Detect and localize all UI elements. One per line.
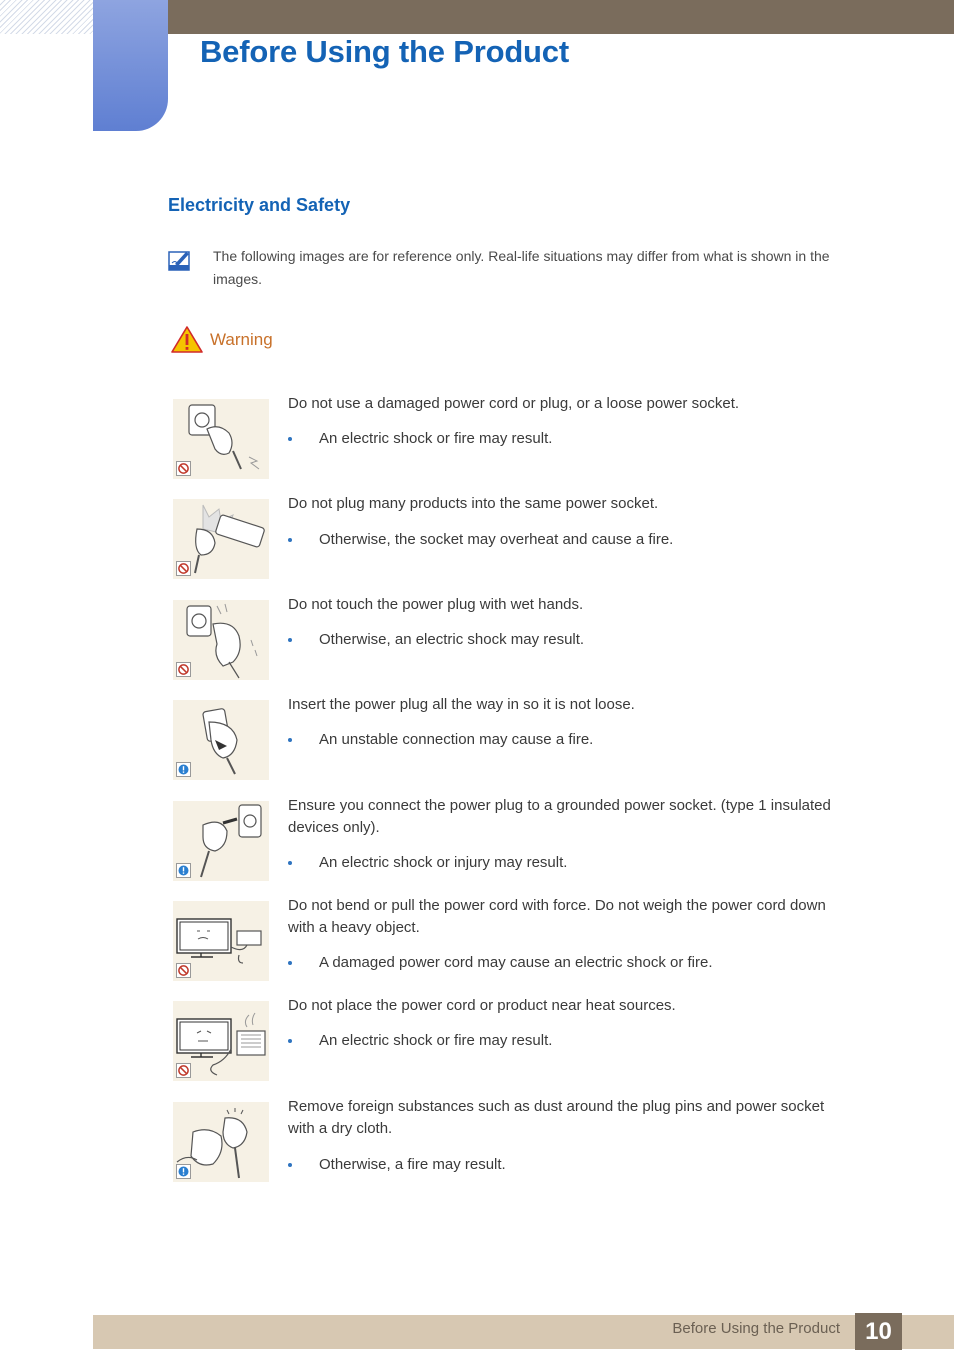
illustration-cleaning-plug — [173, 1102, 269, 1182]
prohibited-icon — [176, 461, 191, 476]
bullet-dot — [288, 738, 292, 742]
warning-triangle-icon — [171, 326, 203, 353]
item-bullet-text: An electric shock or injury may result. — [319, 854, 568, 871]
item-main-text: Remove foreign substances such as dust around the plug pins and power socket with a dry cloth. — [288, 1098, 825, 1137]
item-main-text: Do not place the power cord or product near heat sources. — [288, 997, 676, 1014]
mandatory-icon — [176, 863, 191, 878]
item-bullet-text: Otherwise, a fire may result. — [319, 1156, 506, 1173]
item-bullet-text: An unstable connection may cause a fire. — [319, 731, 594, 748]
note-pen-icon — [168, 249, 192, 271]
header-hatch-decoration — [0, 0, 93, 34]
mandatory-icon — [176, 1164, 191, 1179]
footer-chapter-label: Before Using the Product — [672, 1320, 840, 1337]
prohibited-icon — [176, 662, 191, 677]
bullet-dot — [288, 437, 292, 441]
bullet-dot — [288, 1039, 292, 1043]
bullet-dot — [288, 961, 292, 965]
mandatory-icon — [176, 762, 191, 777]
item-main-text: Do not bend or pull the power cord with force. Do not weigh the power cord down with a heavy object. — [288, 897, 826, 936]
item-main-text: Insert the power plug all the way in so it is not loose. — [288, 696, 635, 713]
page-number: 10 — [855, 1313, 902, 1350]
item-bullet-text: Otherwise, the socket may overheat and cause a fire. — [319, 531, 674, 548]
header-bar — [168, 0, 954, 34]
illustration-heat-source — [173, 1001, 269, 1081]
bullet-dot — [288, 861, 292, 865]
illustration-heavy-object-on-cord — [173, 901, 269, 981]
item-bullet-text: A damaged power cord may cause an electric shock or fire. — [319, 954, 713, 971]
prohibited-icon — [176, 1063, 191, 1078]
illustration-overloaded-strip — [173, 499, 269, 579]
warning-label: Warning — [210, 330, 273, 349]
illustration-grounded-socket — [173, 801, 269, 881]
illustration-damaged-plug — [173, 399, 269, 479]
illustration-insert-plug — [173, 700, 269, 780]
item-bullet-text: An electric shock or fire may result. — [319, 430, 553, 447]
prohibited-icon — [176, 963, 191, 978]
bullet-dot — [288, 538, 292, 542]
item-bullet-text: An electric shock or fire may result. — [319, 1032, 553, 1049]
page-title: Before Using the Product — [200, 34, 569, 69]
chapter-tab — [93, 0, 168, 131]
illustration-wet-hand-plug — [173, 600, 269, 680]
item-main-text: Do not touch the power plug with wet hands. — [288, 596, 584, 613]
item-main-text: Ensure you connect the power plug to a grounded power socket. (type 1 insulated devices only). — [288, 797, 831, 836]
item-main-text: Do not use a damaged power cord or plug, or a loose power socket. — [288, 395, 740, 412]
item-bullet-text: Otherwise, an electric shock may result. — [319, 631, 585, 648]
item-main-text: Do not plug many products into the same power socket. — [288, 495, 659, 512]
bullet-dot — [288, 1163, 292, 1167]
section-title: Electricity and Safety — [168, 195, 351, 215]
note-text: The following images are for reference only. Real-life situations may differ from what is shown in the images. — [213, 248, 830, 287]
prohibited-icon — [176, 561, 191, 576]
bullet-dot — [288, 638, 292, 642]
